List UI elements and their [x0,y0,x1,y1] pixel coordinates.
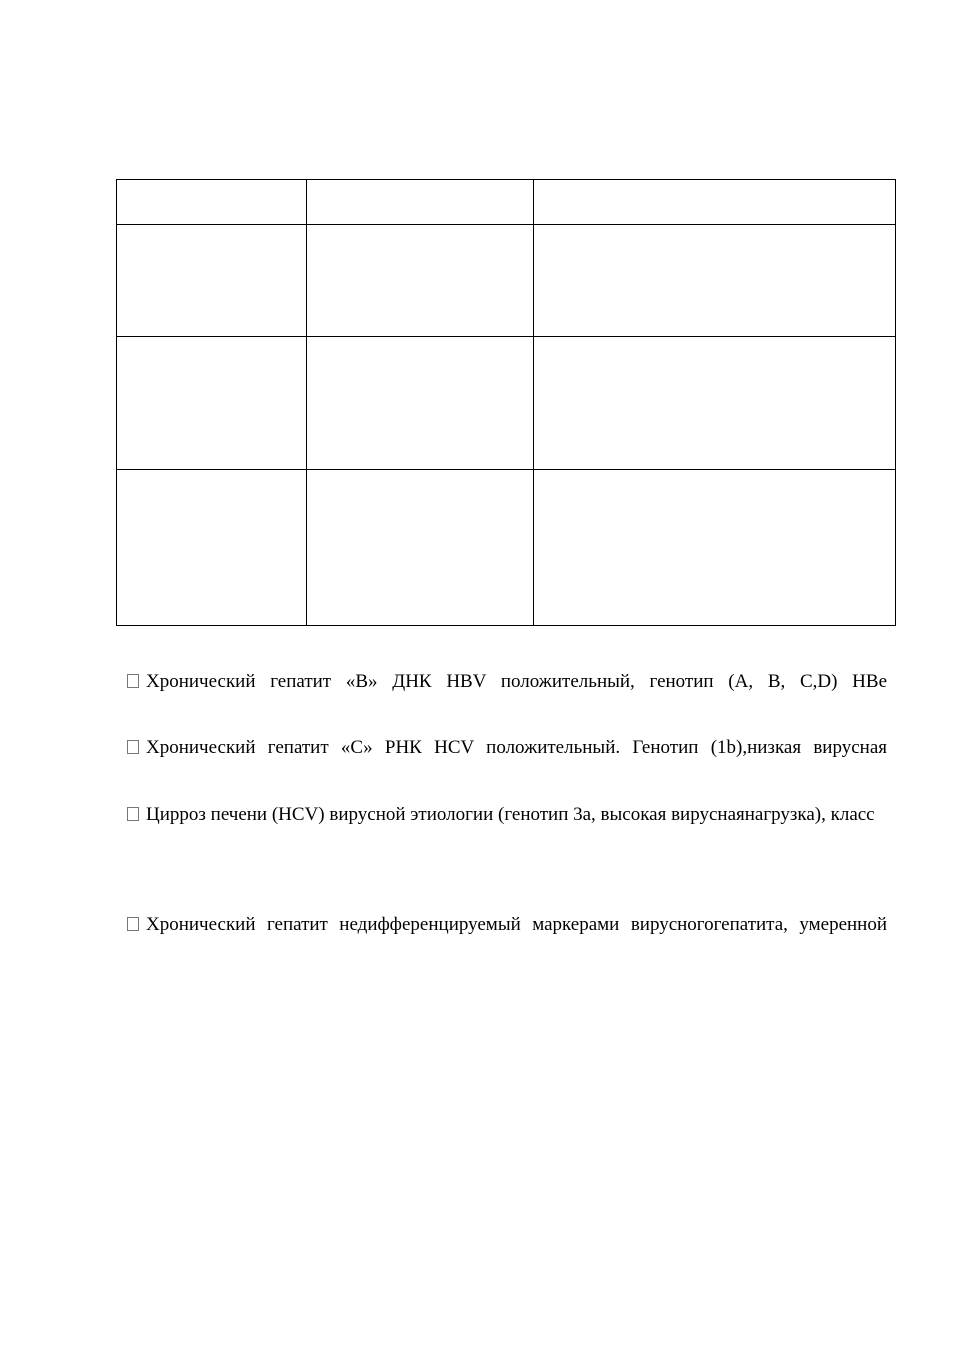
missing-glyph-box-icon [127,674,139,688]
missing-glyph-box-icon [127,917,139,931]
table-cell [307,180,534,225]
missing-glyph-box-icon [127,807,139,821]
table-row [117,337,896,470]
table-cell [117,180,307,225]
list-item-text: Хронический гепатит «С» РНК HCV положительный. Генотип (1b),низкая вирусная [146,737,887,758]
list-item [127,670,887,694]
table-row [117,225,896,337]
table-cell [534,337,896,470]
table-cell [117,337,307,470]
list-item [127,913,887,937]
table-cell [534,225,896,337]
table-cell [307,337,534,470]
table-row [117,180,896,225]
list-item-text: Хронический гепатит «В» ДНК HBV положительный, генотип (А, В, С,D) НВе [146,671,887,692]
table-cell [117,470,307,626]
table-row [117,470,896,626]
table-cell [534,180,896,225]
table-cell [307,225,534,337]
list-item [127,736,887,760]
missing-glyph-box-icon [127,740,139,754]
list-item-text: Цирроз печени (HCV) вирусной этиологии (генотип 3а, высокая вируснаянагрузка), класс [146,804,875,825]
table-cell [534,470,896,626]
table-cell [117,225,307,337]
table-cell [307,470,534,626]
list-item [127,803,887,827]
empty-table [116,179,896,626]
list-item-text: Хронический гепатит недифференцируемый маркерами вирусногогепатита, умеренной [146,914,887,935]
